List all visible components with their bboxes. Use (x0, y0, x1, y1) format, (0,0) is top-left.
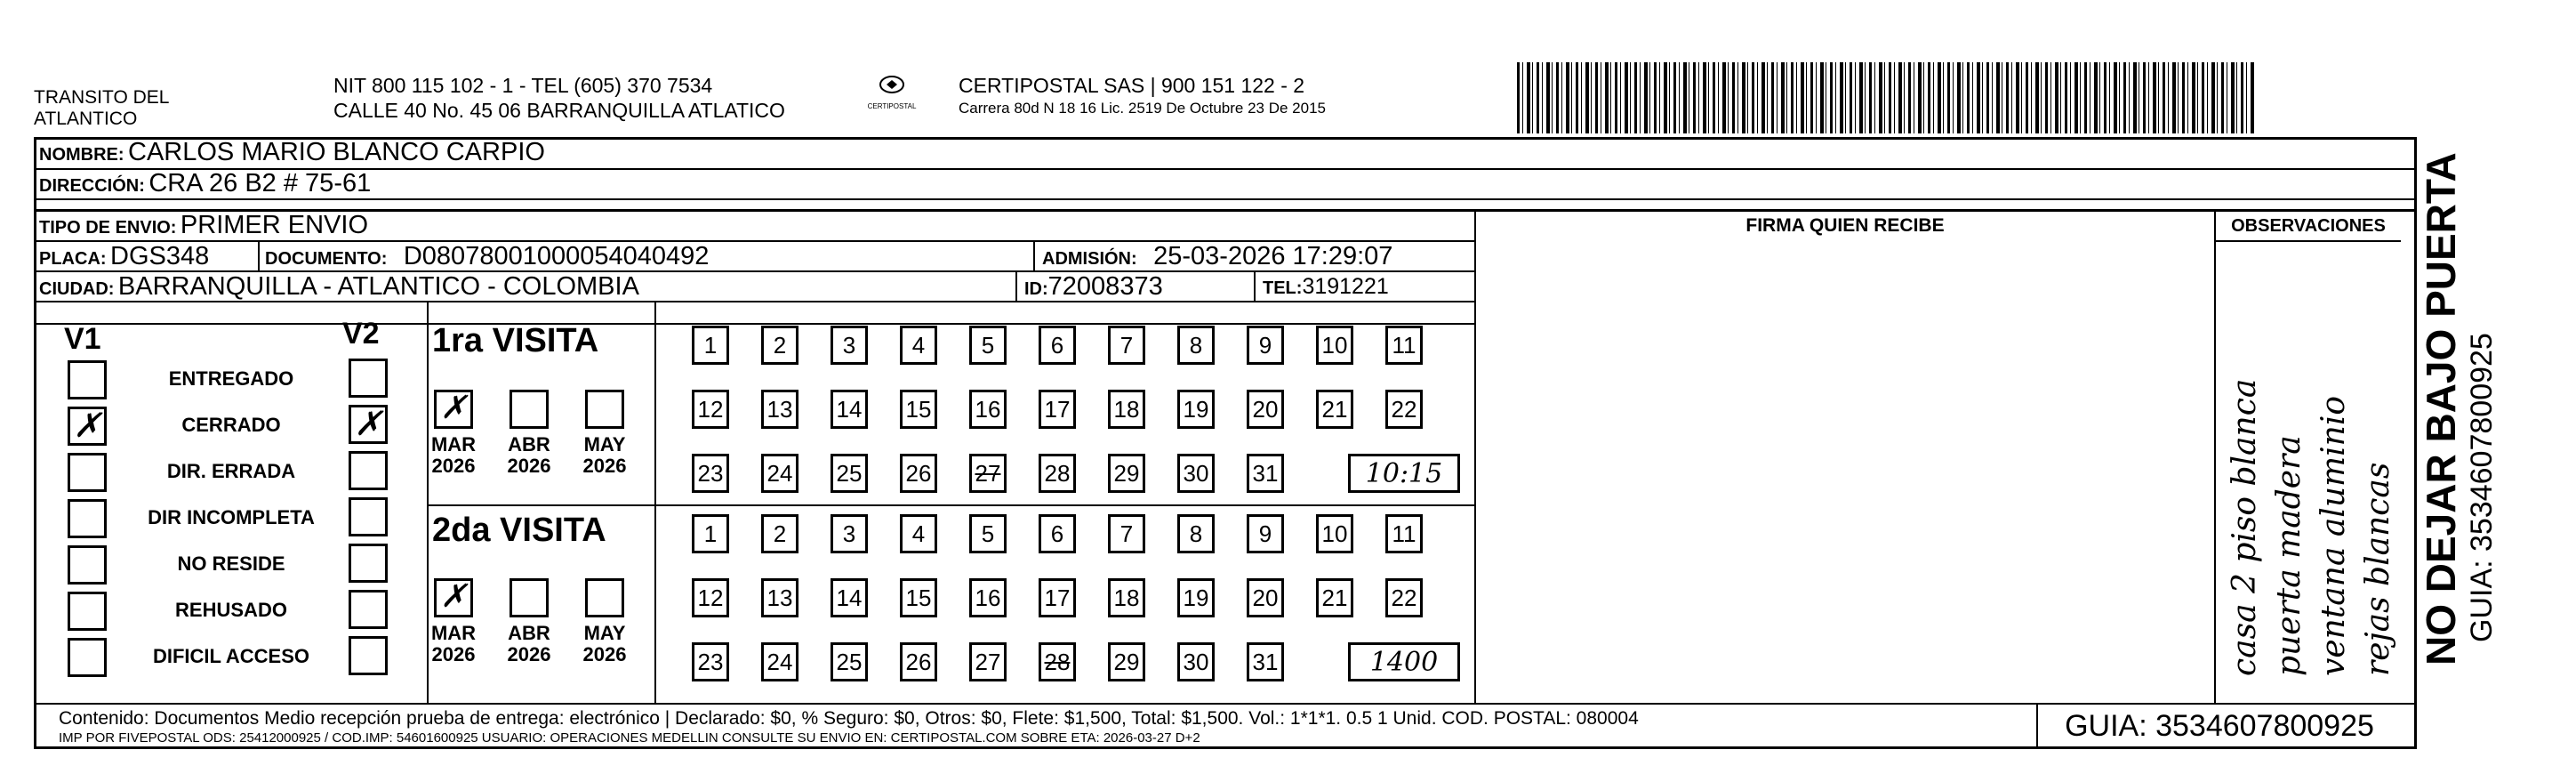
month-name: MAR (430, 433, 477, 456)
issuer-address: CALLE 40 No. 45 06 BARRANQUILLA ATLATICO (333, 99, 785, 122)
status-label: DIR INCOMPLETA (148, 506, 315, 528)
day-cell[interactable]: 23 (692, 454, 729, 493)
day-cell[interactable]: 15 (900, 578, 937, 617)
day-cell[interactable]: 31 (1247, 454, 1284, 493)
day-cell[interactable]: 24 (761, 642, 798, 681)
day-cell[interactable]: 5 (969, 514, 1007, 553)
month-checkbox[interactable] (510, 578, 549, 617)
day-cell[interactable]: 21 (1316, 578, 1353, 617)
tipo-envio-label: TIPO DE ENVIO: (39, 218, 177, 238)
day-cell[interactable]: 30 (1177, 642, 1215, 681)
day-cell[interactable]: 11 (1385, 514, 1423, 553)
visit2-title: 2da VISITA (432, 512, 606, 549)
tipo-envio-row (39, 210, 368, 245)
month-year: 2026 (431, 643, 476, 665)
placa-label: PLACA: (39, 249, 107, 269)
day-cell[interactable]: 16 (969, 390, 1007, 429)
footer-line-2: IMP POR FIVEPOSTAL ODS: 25412000925 / COD.IMP: 54601600925 USUARIO: OPERACIONES MEDELLIN CONSULTE SU ENVIO EN: CERTIPOSTAL.COM SOBRE ETA: 2026-03-27 D+2 (59, 730, 1200, 746)
note-line-3: ventana aluminio (2315, 395, 2352, 676)
status-label: ENTREGADO (168, 367, 294, 390)
month-label (502, 623, 556, 665)
status-label: REHUSADO (175, 599, 287, 621)
month-year: 2026 (507, 643, 551, 665)
day-cell[interactable]: 9 (1247, 514, 1284, 553)
day-cell[interactable]: 29 (1108, 642, 1145, 681)
v2-checkbox[interactable] (349, 359, 388, 398)
month-checkbox[interactable] (585, 578, 624, 617)
day-cell[interactable]: 25 (831, 454, 868, 493)
month-name: ABR (508, 622, 550, 644)
v2-checkbox[interactable] (349, 544, 388, 583)
day-cell[interactable]: 25 (831, 642, 868, 681)
admision-value: 25-03-2026 17:29:07 (1153, 242, 1393, 270)
visit-time: 10:15 (1348, 454, 1460, 493)
month-name: MAY (583, 433, 626, 456)
logo-icon (878, 75, 906, 98)
tipo-envio-value: PRIMER ENVIO (180, 211, 369, 239)
day-cell[interactable]: 4 (900, 326, 937, 365)
issuer-info (333, 73, 785, 123)
day-cell[interactable]: 1 (692, 514, 729, 553)
month-name: MAY (583, 622, 626, 644)
day-cell[interactable]: 12 (692, 578, 729, 617)
month-name: MAR (430, 622, 477, 644)
note-line-1: casa 2 piso blanca (2227, 378, 2263, 676)
day-cell[interactable]: 24 (761, 454, 798, 493)
status-label: DIR. ERRADA (166, 460, 296, 482)
month-label (427, 434, 480, 477)
day-cell[interactable]: 30 (1177, 454, 1215, 493)
day-cell[interactable]: 12 (692, 390, 729, 429)
day-cell[interactable]: 6 (1039, 326, 1076, 365)
side-banner (2417, 149, 2499, 665)
day-cell[interactable]: 3 (831, 514, 868, 553)
v1-checkbox[interactable] (68, 545, 107, 585)
day-cell[interactable]: 8 (1177, 326, 1215, 365)
certipostal-logo (861, 75, 923, 111)
v2-checkbox[interactable]: ✗ (349, 405, 388, 444)
barcode (1517, 62, 2255, 133)
v2-checkbox[interactable] (349, 451, 388, 490)
v1-checkbox[interactable] (68, 453, 107, 492)
carrier-address: Carrera 80d N 18 16 Lic. 2519 De Octubre 23 De 2015 (959, 100, 1326, 117)
footer (59, 708, 1639, 747)
day-cell[interactable]: 16 (969, 578, 1007, 617)
status-label: DIFICIL ACCESO (152, 645, 309, 667)
nombre-value: CARLOS MARIO BLANCO CARPIO (128, 138, 545, 166)
note-line-2: puerta madera (2271, 435, 2307, 676)
month-year: 2026 (582, 643, 627, 665)
day-cell[interactable]: 20 (1247, 390, 1284, 429)
day-cell[interactable]: 19 (1177, 390, 1215, 429)
observaciones-label: OBSERVACIONES (2231, 216, 2386, 236)
footer-line-1: Contenido: Documentos Medio recepción prueba de entrega: electrónico | Declarado: $0, % Seguro: $0, Otros: $0, Flete: $1,500, Total: $1,500. Vol.: 1*1*1. 0.5 1 Unid. COD. POSTAL: 080004 (59, 708, 1639, 729)
v2-checkbox[interactable] (349, 497, 388, 536)
month-label (578, 623, 631, 665)
note-line-4: rejas blancas (2360, 462, 2396, 676)
v2-heading: V2 (342, 317, 380, 351)
day-cell[interactable]: 2 (761, 326, 798, 365)
v1-heading: V1 (64, 322, 101, 356)
day-cell[interactable]: 27 (969, 454, 1007, 493)
v1-checkbox[interactable]: ✗ (68, 407, 107, 446)
month-checkbox[interactable]: ✗ (434, 578, 473, 617)
day-cell[interactable]: 14 (831, 390, 868, 429)
month-year: 2026 (507, 455, 551, 477)
day-cell[interactable]: 21 (1316, 390, 1353, 429)
day-cell[interactable]: 17 (1039, 390, 1076, 429)
v1-checkbox[interactable] (68, 592, 107, 631)
carrier-info (959, 73, 1326, 119)
issuer-line-1: TRANSITO DEL (34, 87, 170, 108)
observaciones-note (2223, 249, 2401, 676)
day-cell[interactable]: 28 (1039, 642, 1076, 681)
logo-text: CERTIPOSTAL (867, 102, 917, 110)
month-year: 2026 (431, 455, 476, 477)
day-cell[interactable]: 7 (1108, 326, 1145, 365)
documento-value: D08078001000054040492 (403, 242, 710, 270)
ciudad-label: CIUDAD: (39, 279, 115, 299)
day-cell[interactable]: 15 (900, 390, 937, 429)
day-cell[interactable]: 17 (1039, 578, 1076, 617)
firma-label: FIRMA QUIEN RECIBE (1745, 215, 1945, 236)
month-name: ABR (508, 433, 550, 456)
day-cell[interactable]: 5 (969, 326, 1007, 365)
day-cell[interactable]: 28 (1039, 454, 1076, 493)
direccion-label: DIRECCIÓN: (39, 176, 145, 196)
visit1-title: 1ra VISITA (432, 322, 599, 359)
nombre-label: NOMBRE: (39, 145, 124, 165)
day-cell[interactable]: 26 (900, 642, 937, 681)
admision-label: ADMISIÓN: (1042, 249, 1137, 269)
day-cell[interactable]: 19 (1177, 578, 1215, 617)
day-cell[interactable]: 31 (1247, 642, 1284, 681)
day-cell[interactable]: 23 (692, 642, 729, 681)
month-checkbox[interactable]: ✗ (434, 390, 473, 429)
tel-cell (1263, 271, 1389, 305)
month-year: 2026 (582, 455, 627, 477)
day-cell[interactable]: 13 (761, 390, 798, 429)
day-cell[interactable]: 2 (761, 514, 798, 553)
day-cell[interactable]: 22 (1385, 390, 1423, 429)
day-cell[interactable]: 26 (900, 454, 937, 493)
status-label: CERRADO (181, 414, 281, 436)
day-cell[interactable]: 20 (1247, 578, 1284, 617)
v1-checkbox[interactable] (68, 499, 107, 538)
day-cell[interactable]: 6 (1039, 514, 1076, 553)
month-label (578, 434, 631, 477)
day-cell[interactable]: 27 (969, 642, 1007, 681)
day-cell[interactable]: 10 (1316, 514, 1353, 553)
day-cell[interactable]: 8 (1177, 514, 1215, 553)
direccion-value: CRA 26 B2 # 75-61 (148, 169, 372, 198)
tel-label: TEL: (1263, 278, 1303, 298)
tel-value: 3191221 (1302, 274, 1389, 299)
id-value: 72008373 (1047, 272, 1163, 301)
month-checkbox[interactable] (510, 390, 549, 429)
issuer-name (34, 87, 169, 130)
ciudad-value: BARRANQUILLA - ATLANTICO - COLOMBIA (117, 272, 639, 301)
signature-area (1476, 242, 2214, 703)
day-cell[interactable]: 14 (831, 578, 868, 617)
v2-checkbox[interactable] (349, 636, 388, 675)
v1-checkbox[interactable] (68, 638, 107, 677)
placa-value: DGS348 (110, 242, 210, 270)
day-cell[interactable]: 18 (1108, 578, 1145, 617)
carrier-name: CERTIPOSTAL SAS | 900 151 122 - 2 (959, 74, 1305, 97)
day-cell[interactable]: 4 (900, 514, 937, 553)
id-label: ID: (1024, 279, 1048, 299)
v1-checkbox[interactable] (68, 360, 107, 399)
footer-guia: GUIA: 3534607800925 (2065, 709, 2374, 743)
day-cell[interactable]: 18 (1108, 390, 1145, 429)
day-cell[interactable]: 10 (1316, 326, 1353, 365)
day-cell[interactable]: 9 (1247, 326, 1284, 365)
issuer-nit: NIT 800 115 102 - 1 - TEL (605) 370 7534 (333, 74, 713, 97)
v2-checkbox[interactable] (349, 590, 388, 629)
month-checkbox[interactable] (585, 390, 624, 429)
day-cell[interactable]: 7 (1108, 514, 1145, 553)
day-cell[interactable]: 3 (831, 326, 868, 365)
side-guia: GUIA: 3534607800925 (2465, 333, 2499, 642)
issuer-line-2: ATLANTICO (34, 109, 138, 129)
documento-label: DOCUMENTO: (265, 249, 388, 269)
day-cell[interactable]: 1 (692, 326, 729, 365)
day-cell[interactable]: 11 (1385, 326, 1423, 365)
nombre-row (39, 137, 545, 172)
month-label (502, 434, 556, 477)
visit-time: 1400 (1348, 642, 1460, 681)
id-cell (1024, 271, 1163, 306)
day-cell[interactable]: 22 (1385, 578, 1423, 617)
direccion-row (39, 168, 371, 203)
ciudad-cell (39, 271, 639, 306)
status-label: NO RESIDE (177, 552, 285, 575)
month-label (427, 623, 480, 665)
side-title: NO DEJAR BAJO PUERTA (2418, 152, 2464, 665)
day-cell[interactable]: 13 (761, 578, 798, 617)
day-cell[interactable]: 29 (1108, 454, 1145, 493)
